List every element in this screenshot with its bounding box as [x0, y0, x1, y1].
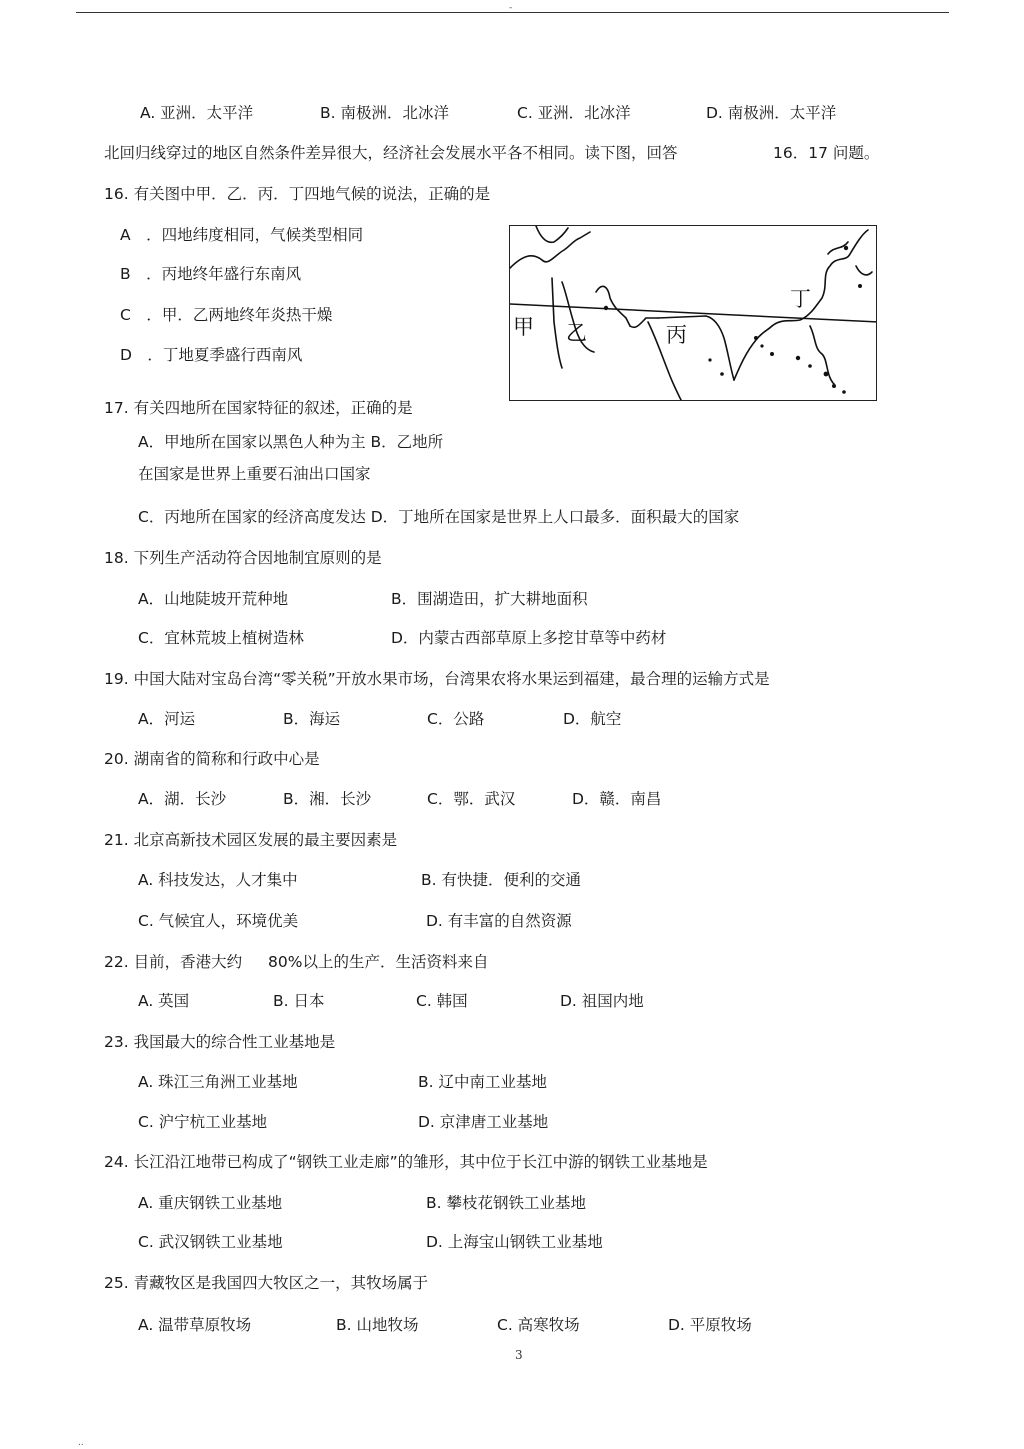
- intro-text: 北回归线穿过的地区自然条件差异很大，经济社会发展水平各不相同。读下图，回答: [104, 144, 678, 162]
- q18-option-c: C．宜林荒坡上植树造林: [138, 629, 304, 647]
- map-label-jia: 甲: [513, 315, 534, 339]
- q16-option-a: A ．四地纬度相同，气候类型相同: [120, 226, 364, 244]
- q18-option-d: D．内蒙古西部草原上多挖甘草等中药材: [391, 629, 667, 647]
- q20-option-a: A．湖．长沙: [138, 790, 227, 808]
- q25-option-d: D. 平原牧场: [668, 1316, 752, 1334]
- q17-line-1: A．甲地所在国家以黑色人种为主 B．乙地所: [138, 433, 444, 451]
- q19-option-d: D．航空: [563, 710, 622, 728]
- q21-option-b: B. 有快捷．便利的交通: [421, 871, 581, 889]
- q25-stem: 25. 青藏牧区是我国四大牧区之一，其牧场属于: [104, 1274, 429, 1292]
- q16-stem: 16. 有关图中甲．乙．丙．丁四地气候的说法，正确的是: [104, 185, 491, 203]
- q23-option-a: A. 珠江三角洲工业基地: [138, 1073, 298, 1091]
- q18-option-b: B．围湖造田，扩大耕地面积: [391, 590, 588, 608]
- q22-stem-number: 80%以上的生产．生活资料来自: [268, 953, 489, 971]
- q19-stem: 19. 中国大陆对宝岛台湾“零关税”开放水果市场，台湾果农将水果运到福建，最合理的运输方式是: [104, 670, 770, 688]
- q24-option-c: C. 武汉钢铁工业基地: [138, 1233, 283, 1251]
- q18-option-a: A．山地陡坡开荒种地: [138, 590, 289, 608]
- coastline-drawing: [510, 226, 877, 401]
- header-rule: [76, 12, 949, 13]
- q21-option-c: C. 气候宜人，环境优美: [138, 912, 299, 930]
- q19-option-a: A．河运: [138, 710, 196, 728]
- q20-stem: 20. 湖南省的简称和行政中心是: [104, 750, 320, 768]
- q22-option-d: D. 祖国内地: [560, 992, 644, 1010]
- q25-option-a: A. 温带草原牧场: [138, 1316, 252, 1334]
- q24-option-a: A. 重庆钢铁工业基地: [138, 1194, 283, 1212]
- q21-stem: 21. 北京高新技术园区发展的最主要因素是: [104, 831, 398, 849]
- q17-stem: 17. 有关四地所在国家特征的叙述，正确的是: [104, 399, 413, 417]
- q23-option-b: B. 辽中南工业基地: [418, 1073, 547, 1091]
- q16-option-d: D ．丁地夏季盛行西南风: [120, 346, 303, 364]
- footer-mark: ..: [78, 1438, 84, 1448]
- q16-option-c: C ．甲．乙两地终年炎热干燥: [120, 306, 333, 324]
- map-label-bing: 丙: [666, 323, 687, 347]
- map-label-yi: 乙: [566, 321, 587, 345]
- q23-option-c: C. 沪宁杭工业基地: [138, 1113, 268, 1131]
- q22-option-a: A. 英国: [138, 992, 190, 1010]
- header-mark: -: [509, 3, 513, 13]
- q18-stem: 18. 下列生产活动符合因地制宜原则的是: [104, 549, 382, 567]
- q15-option-b: B. 南极洲．北冰洋: [320, 104, 449, 122]
- q15-option-a: A. 亚洲．太平洋: [140, 104, 254, 122]
- q17-line-2: 在国家是世界上重要石油出口国家: [138, 465, 371, 483]
- q23-stem: 23. 我国最大的综合性工业基地是: [104, 1033, 336, 1051]
- q23-option-d: D. 京津唐工业基地: [418, 1113, 549, 1131]
- q22-option-c: C. 韩国: [416, 992, 468, 1010]
- q20-option-b: B．湘．长沙: [283, 790, 372, 808]
- q19-option-c: C．公路: [427, 710, 485, 728]
- q15-option-d: D. 南极洲．太平洋: [706, 104, 837, 122]
- q20-option-c: C．鄂．武汉: [427, 790, 516, 808]
- q21-option-a: A. 科技发达，人才集中: [138, 871, 298, 889]
- q20-option-d: D．赣．南昌: [572, 790, 662, 808]
- q19-option-b: B．海运: [283, 710, 341, 728]
- q15-option-c: C. 亚洲．北冰洋: [517, 104, 631, 122]
- q16-option-b: B ．丙地终年盛行东南风: [120, 265, 302, 283]
- q25-option-b: B. 山地牧场: [336, 1316, 419, 1334]
- q22-option-b: B. 日本: [273, 992, 325, 1010]
- q24-stem: 24. 长江沿江地带已构成了“钢铁工业走廊”的雏形，其中位于长江中游的钢铁工业基地是: [104, 1153, 708, 1171]
- q24-option-b: B. 攀枝花钢铁工业基地: [426, 1194, 586, 1212]
- intro-tail: 16．17 问题。: [773, 144, 880, 162]
- q17-line-3: C．丙地所在国家的经济高度发达 D．丁地所在国家是世界上人口最多．面积最大的国家: [138, 508, 740, 526]
- tropic-map: [509, 225, 877, 401]
- page-number: 3: [515, 1348, 523, 1362]
- q24-option-d: D. 上海宝山钢铁工业基地: [426, 1233, 603, 1251]
- q22-stem: 22. 目前，香港大约: [104, 953, 243, 971]
- map-label-ding: 丁: [790, 287, 811, 311]
- q25-option-c: C. 高寒牧场: [497, 1316, 580, 1334]
- q21-option-d: D. 有丰富的自然资源: [426, 912, 572, 930]
